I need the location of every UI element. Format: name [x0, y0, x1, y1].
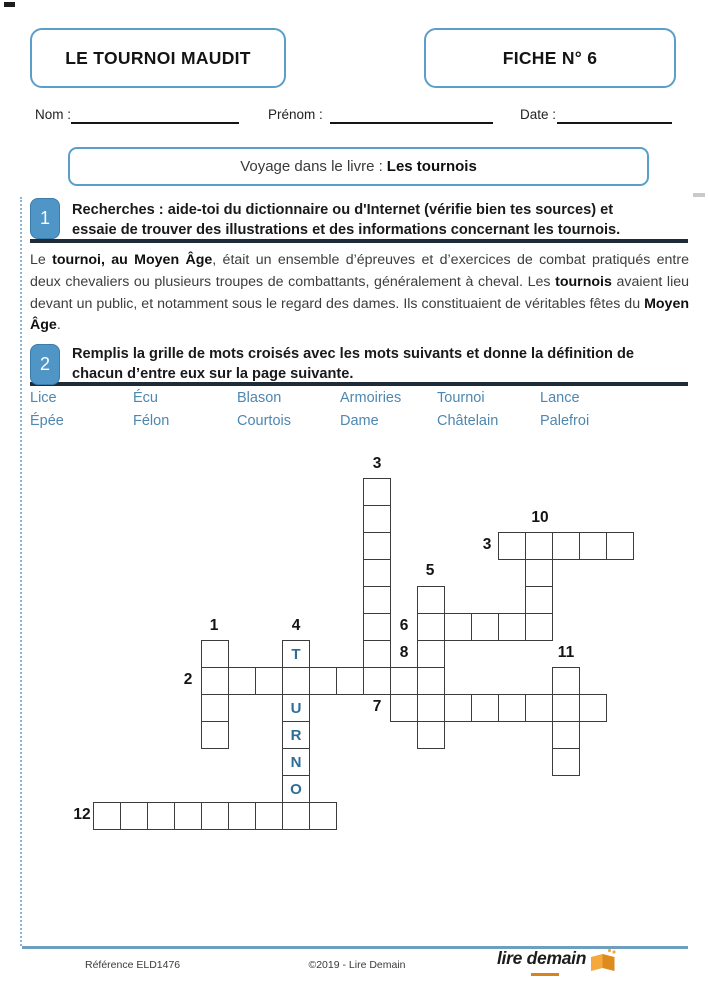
crossword-cell[interactable] [363, 640, 391, 668]
word-bank-item: Dame [340, 413, 379, 429]
section1-rule [30, 239, 688, 243]
crossword-cell[interactable] [552, 694, 580, 722]
crossword-cell[interactable] [552, 532, 580, 560]
crossword-number-label: 11 [557, 644, 575, 661]
paragraph-segment-bold: Moyen Âge [30, 295, 689, 334]
crossword-cell[interactable] [201, 640, 229, 668]
crossword-number-label: 4 [291, 617, 301, 634]
crossword-cell[interactable] [228, 802, 256, 830]
section2-rule [30, 382, 688, 386]
word-bank-item: Épée [30, 413, 64, 429]
crossword-cell[interactable] [606, 532, 634, 560]
crossword-cell[interactable] [579, 694, 607, 722]
crossword-cell[interactable] [525, 532, 553, 560]
word-bank-item: Armoiries [340, 390, 402, 406]
crossword-cell[interactable] [282, 667, 310, 695]
crossword-cell-letter[interactable]: U [282, 694, 310, 722]
crossword-cell[interactable] [93, 802, 121, 830]
crossword-cell[interactable] [255, 802, 283, 830]
crossword-cell[interactable] [201, 667, 229, 695]
word-bank-item: Courtois [237, 413, 291, 429]
crossword-cell[interactable] [363, 478, 391, 506]
section1-number-badge: 1 [30, 198, 60, 239]
footer-copyright: ©2019 - Lire Demain [308, 959, 406, 971]
crossword-number-label: 5 [425, 562, 435, 579]
fiche-number: FICHE N° 6 [502, 47, 598, 68]
crossword-cell[interactable] [552, 721, 580, 749]
crossword-cell[interactable] [201, 694, 229, 722]
crossword-cell[interactable] [417, 667, 445, 695]
crossword-cell[interactable] [498, 532, 526, 560]
word-bank-item: Tournoi [437, 390, 485, 406]
crossword-number-label: 3 [372, 455, 382, 472]
crossword-cell[interactable] [309, 667, 337, 695]
crossword-cell[interactable] [579, 532, 607, 560]
crossword-cell[interactable] [363, 586, 391, 614]
crossword-cell[interactable] [417, 613, 445, 641]
section1-heading-line1: Recherches : aide-toi du dictionnaire ou d'Internet (vérifie bien tes sources) et [72, 202, 614, 218]
crossword-cell-letter[interactable]: T [282, 640, 310, 668]
crossword-cell[interactable] [255, 667, 283, 695]
paragraph-segment: avaient lieu devant un public, et notamment sous le regard des dames. Ils constituaient de véritables fêtes du [30, 273, 690, 312]
crossword-cell[interactable] [444, 613, 472, 641]
crossword-cell-letter[interactable]: R [282, 721, 310, 749]
crossword-cell[interactable] [444, 694, 472, 722]
crossword-cell[interactable] [417, 721, 445, 749]
crossword-cell[interactable] [417, 640, 445, 668]
publisher-logo-subtext-mark [531, 973, 559, 976]
crossword-number-label: 6 [399, 617, 409, 634]
publisher-logo [497, 948, 618, 974]
paragraph-segment: Le [30, 252, 53, 268]
crossword-cell[interactable] [417, 586, 445, 614]
section2-heading-line2: chacun d’entre eux sur la page suivante. [72, 365, 354, 382]
paragraph-segment: . [56, 317, 61, 334]
prenom-label: Prénom : [268, 107, 323, 122]
date-label: Date : [520, 107, 557, 122]
crossword-cell[interactable] [282, 802, 310, 830]
banner-book-title: Les tournois [386, 158, 477, 175]
crossword-cell[interactable] [525, 586, 553, 614]
crossword-number-label: 8 [399, 644, 409, 661]
crossword-cell[interactable] [525, 613, 553, 641]
crossword-cell[interactable] [552, 748, 580, 776]
crossword-cell[interactable] [147, 802, 175, 830]
crossword-cell[interactable] [417, 694, 445, 722]
crossword-number-label: 3 [482, 536, 492, 553]
crossword-number-label: 7 [372, 698, 382, 715]
crossword-cell[interactable] [525, 694, 553, 722]
crossword-cell[interactable] [363, 613, 391, 641]
worksheet-title: LE TOURNOI MAUDIT [65, 47, 251, 68]
crossword-number-label: 1 [209, 617, 219, 634]
crossword-cell-letter[interactable]: N [282, 748, 310, 776]
nom-label: Nom : [35, 107, 72, 122]
crossword-cell[interactable] [498, 613, 526, 641]
crossword-number-label: 12 [73, 806, 91, 823]
crossword-number-label: 2 [183, 671, 193, 688]
crossword-cell[interactable] [363, 532, 391, 560]
crossword-cell[interactable] [552, 667, 580, 695]
section2-heading-line1: Remplis la grille de mots croisés avec les mots suivants et donne la définition de [72, 346, 635, 362]
crossword-cell[interactable] [363, 559, 391, 587]
word-bank-item: Lice [30, 390, 57, 406]
word-bank-item: Blason [237, 390, 282, 406]
crossword-cell[interactable] [390, 667, 418, 695]
crossword-cell[interactable] [390, 694, 418, 722]
crossword-cell[interactable] [363, 667, 391, 695]
crossword-cell[interactable] [174, 802, 202, 830]
crossword-number-label: 10 [531, 509, 549, 526]
banner-prefix: Voyage dans le livre : [240, 158, 383, 175]
crossword-cell-letter[interactable]: O [282, 775, 310, 803]
footer-reference: Référence ELD1476 [85, 959, 181, 971]
crossword-cell[interactable] [120, 802, 148, 830]
word-bank-item: Châtelain [437, 413, 499, 429]
crossword-cell[interactable] [471, 613, 499, 641]
crossword-cell[interactable] [201, 802, 229, 830]
paragraph-segment: , était un ensemble d’épreuves et d’exercices de combat pratiqués entre deux chevaliers ou plusieurs troupes de combattants, généralement à cheval. Les [30, 252, 689, 290]
open-book-icon [588, 948, 618, 974]
word-bank-item: Félon [133, 413, 170, 429]
paragraph-segment-bold: tournois [555, 273, 612, 290]
crossword-cell[interactable] [201, 721, 229, 749]
word-bank-item: Palefroi [540, 413, 590, 429]
crossword-cell[interactable] [228, 667, 256, 695]
crossword-cell[interactable] [363, 505, 391, 533]
crossword-cell[interactable] [336, 667, 364, 695]
crossword-cell[interactable] [525, 559, 553, 587]
publisher-logo-text: lire demain [497, 948, 587, 968]
crossword-cell[interactable] [498, 694, 526, 722]
crossword-cell[interactable] [309, 802, 337, 830]
word-bank-item: Lance [540, 390, 580, 406]
section1-heading-line2: essaie de trouver des illustrations et des informations concernant les tournois. [72, 221, 621, 238]
word-bank-item: Écu [133, 390, 158, 406]
section2-number-badge: 2 [30, 344, 60, 385]
crossword-cell[interactable] [471, 694, 499, 722]
paragraph-segment-bold: tournoi, au Moyen Âge [52, 252, 213, 268]
